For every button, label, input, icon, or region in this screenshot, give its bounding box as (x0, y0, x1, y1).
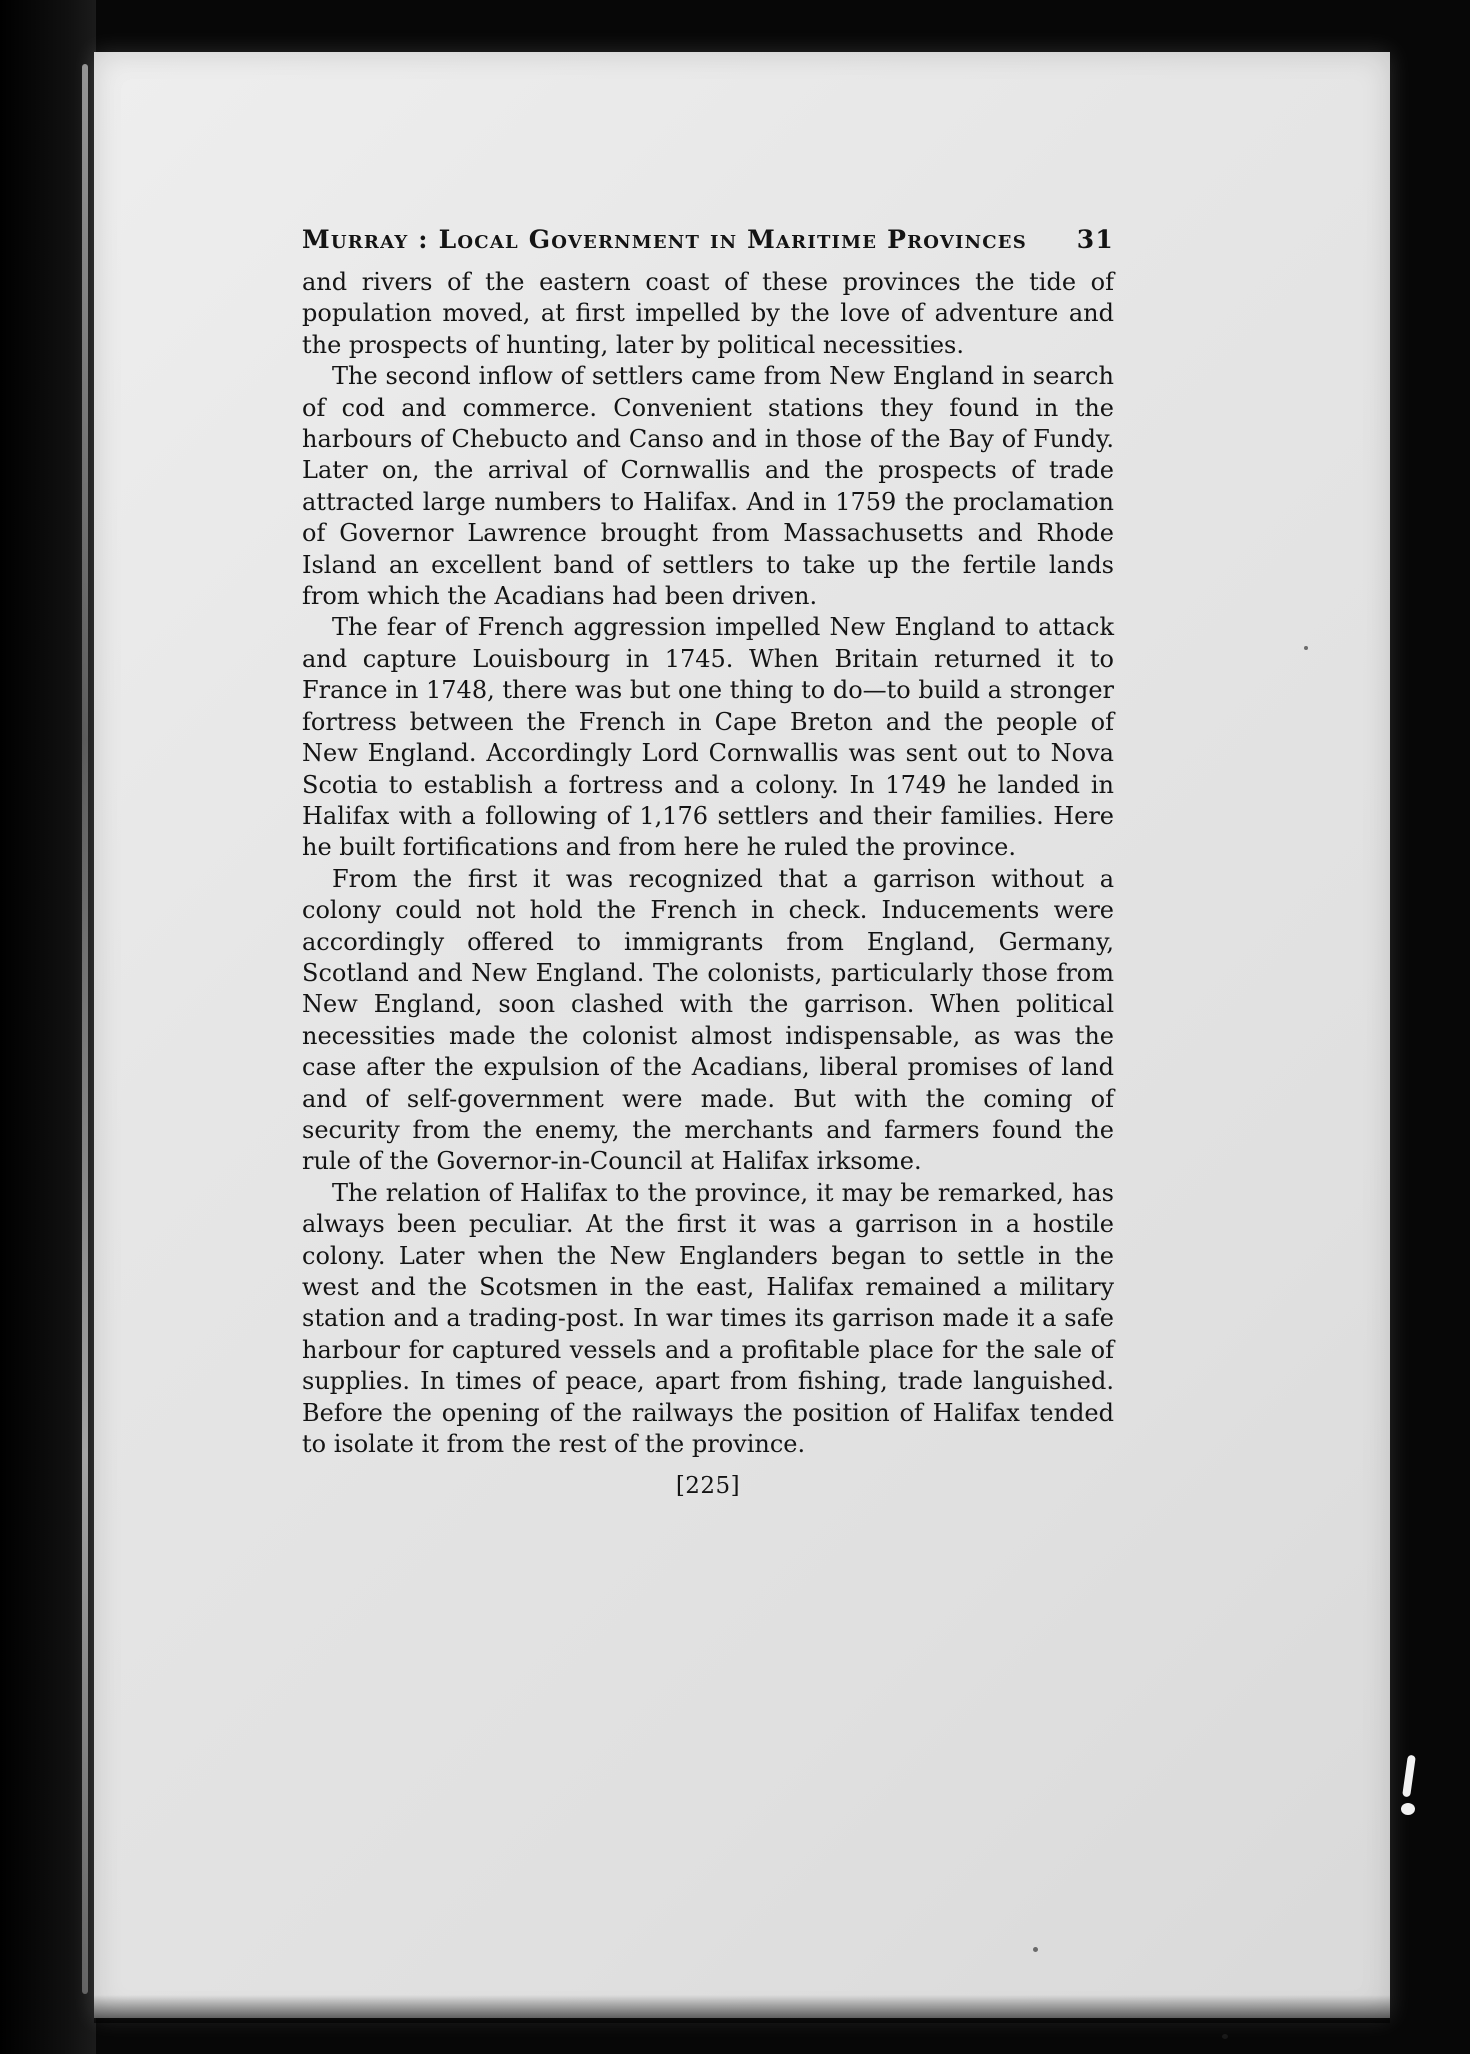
paragraph-3: The fear of French aggression impelled New England to attack and capture Louisbourg in 1745. When Britain returned it to France in 1748, there was but one thing to do—to build a stronger fortress between the French in Cape Breton and the people of New England. Accordingly Lord Cornwallis was sent out to Nova Scotia to establish a fortress and a colony. In 1749 he landed in Halifax with a following of 1,176 settlers and their families. Here he built fortifications and from here he ruled the province. (302, 613, 1114, 862)
page-bottom-shadow (94, 1995, 1390, 2023)
scan-dust (1222, 2034, 1228, 2039)
margin-mark (1402, 1755, 1416, 1798)
margin-specks (1394, 1735, 1426, 1840)
paragraph-2: The second inflow of settlers came from New England in search of cod and commerce. Convenient stations they found in the harbours of Chebucto and Canso and in those of the Bay of Fundy. Later on, the arrival of Cornwallis and the prospects of trade attracted large numbers to Halifax. And in 1759 the proclamation of Governor Lawrence brought from Massachusetts and Rhode Island an excellent band of settlers to take up the fertile lands from which the Acadians had been driven. (302, 362, 1114, 611)
body-text (302, 267, 1114, 1460)
document-text (302, 225, 1114, 1499)
running-head-title: Murray : Local Government in Maritime Provinces (302, 225, 1027, 254)
margin-mark (1401, 1803, 1415, 1815)
spine-highlight (82, 64, 88, 1994)
paragraph-1: and rivers of the eastern coast of these provinces the tide of population moved, at first impelled by the love of adventure and the prospects of hunting, later by political necessities. (302, 268, 1114, 359)
paragraph-5: The relation of Halifax to the province, it may be remarked, has always been peculiar. At the first it was a garrison in a hostile colony. Later when the New Englanders began to settle in the west and the Scotsmen in the east, Halifax remained a military station and a trading-post. In war times its garrison made it a safe harbour for captured vessels and a profitable place for the sale of supplies. In times of peace, apart from fishing, trade languished. Before the opening of the railways the position of Halifax tended to isolate it from the rest of the province. (302, 1178, 1114, 1459)
page-number: 31 (1076, 225, 1114, 254)
footer-page-number: [225] (675, 1473, 741, 1500)
scan-dust (1304, 646, 1308, 650)
paragraph-4: From the first it was recognized that a garrison without a colony could not hold the French in check. Inducements were accordingly offered to immigrants from England, Germany, Scotland and New England. The colonists, particularly those from New England, soon clashed with the garrison. When political necessities made the colonist almost indispensable, as was the case after the expulsion of the Acadians, liberal promises of land and of self-government were made. But with the coming of security from the enemy, the merchants and farmers found the rule of the Governor-in-Council at Halifax irksome. (302, 864, 1114, 1176)
scan-dust (1033, 1947, 1038, 1952)
running-head (302, 225, 1114, 267)
